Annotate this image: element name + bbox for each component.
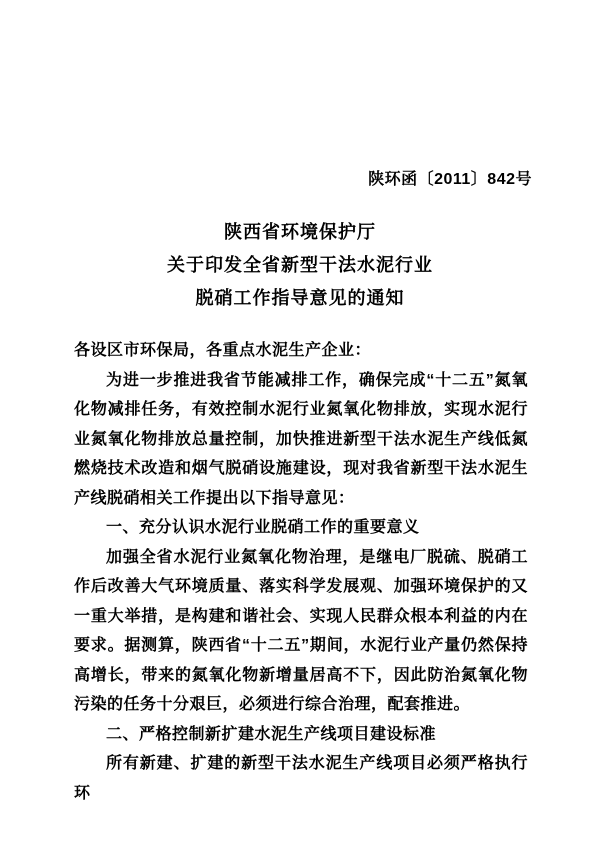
document-reference-number: 陕环函〔2011〕842号 xyxy=(368,171,532,188)
section-heading-1: 一、充分认识水泥行业脱硝工作的重要意义 xyxy=(106,519,420,536)
paragraph: 加强全省水泥行业氮氧化物治理，是继电厂脱硫、脱硝工作后改善大气环境质量、落实科学发展观、加强环境保护的又一重大举措，是构建和谐社会、实现人民群众根本利益的内在要求。据测算，陕西省“十二五”期间，水泥行业产量仍然保持高增长，带来的氮氧化物新增量居高不下，因此防治氮氧化物污染的任务十分艰巨，必须进行综合治理，配套推进。 xyxy=(74,548,528,713)
title-line-3: 脱硝工作指导意见的通知 xyxy=(195,288,405,308)
section-heading-2: 二、严格控制新扩建水泥生产线项目建设标准 xyxy=(106,725,437,743)
paragraph: 为进一步推进我省节能减排工作，确保完成“十二五”氮氧化物减排任务，有效控制水泥行业氮氧化物排放，实现水泥行业氮氧化物排放总量控制，加快推进新型干法水泥生产线低氮燃烧技术改造和烟气脱硝设施建设，现对我省新型干法水泥生产线脱硝相关工作提出以下指导意见： xyxy=(74,371,528,507)
document-body xyxy=(74,336,528,808)
document-title xyxy=(0,216,600,315)
title-line-1: 陕西省环境保护厅 xyxy=(224,222,376,242)
paragraph: 所有新建、扩建的新型干法水泥生产线项目必须严格执行环 xyxy=(74,755,528,802)
title-line-2: 关于印发全省新型干法水泥行业 xyxy=(167,255,433,275)
salutation: 各设区市环保局，各重点水泥生产企业： xyxy=(74,342,372,359)
